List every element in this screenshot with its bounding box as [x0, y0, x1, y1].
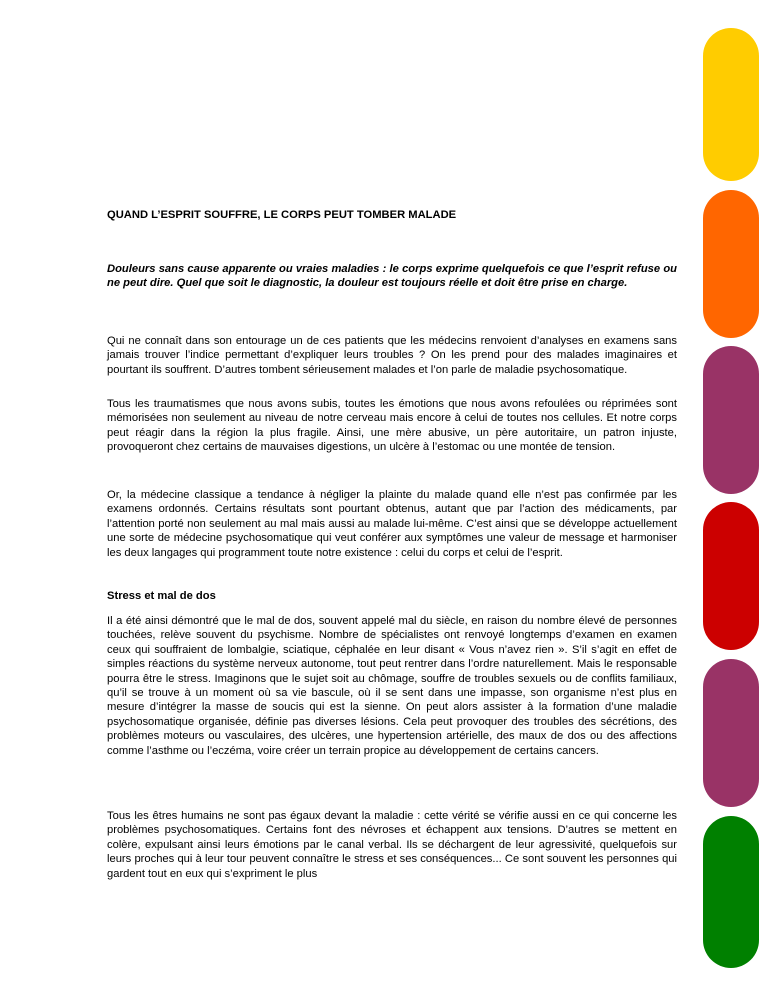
document-title: QUAND L’ESPRIT SOUFFRE, LE CORPS PEUT TOMBER MALADE — [107, 209, 457, 221]
lead-paragraph: Douleurs sans cause apparente ou vraies maladies : le corps exprime quelquefois ce que l’esprit refuse ou ne peut dire. Quel que soit le diagnostic, la douleur est toujours réelle et doit être prise en charge. — [107, 263, 677, 290]
body-paragraph-2: Tous les traumatismes que nous avons subis, toutes les émotions que nous avons refoulées ou réprimées sont mémorisées non seulement au niveau de notre cerveau mais encore à celui de toutes nos cellules. Et notre corps peut réagir dans la région la plus fragile. Ainsi, une mère abusive, un père autoritaire, un patron injuste, provoqueront chez certains de mauvaises digestions, un ulcère à l’estomac ou une montée de tension. — [107, 398, 677, 454]
body-paragraph-5: Tous les êtres humains ne sont pas égaux devant la maladie : cette vérité se vérifie aussi en ce qui concerne les problèmes psychosomatiques. Certains font des névroses et échappent aux tensions. D’autres se mettent en colère, expulsant ainsi leurs émotions par le canal verbal. Ils se déchargent de leur agressivité, quelquefois sur leurs proches qui à leur tour peuvent connaître le stress et ses conséquences... Ce sont souvent les personnes qui gardent tout en eux qui s’expriment le plus — [107, 810, 677, 880]
decorative-pill-orange — [703, 190, 759, 338]
decorative-pill-purple — [703, 346, 759, 494]
decorative-pill-red — [703, 502, 759, 650]
section-heading: Stress et mal de dos — [107, 590, 216, 602]
decorative-pill-purple-2 — [703, 659, 759, 807]
body-paragraph-4: Il a été ainsi démontré que le mal de dos, souvent appelé mal du siècle, en raison du nombre élevé de personnes touchées, relève souvent du psychisme. Nombre de spécialistes ont renvoyé longtemps d’examen en examen ceux qui souffraient de lombalgie, sciatique, céphalée en leur disant « Vous n’avez rien ». S’il s’agit en effet de simples réactions du système nerveux autonome, tout peut rentrer dans l’ordre naturellement. Mais le responsable pourra être le stress. Imaginons que le sujet soit au chômage, souffre de troubles sexuels ou de conflits familiaux, qu’il se trouve à un moment où sa vie bascule, où il se sent dans une impasse, son organisme n’est plus en mesure d’intégrer la masse de soucis qui est la sienne. On peut alors assister à la formation d’une maladie psychosomatique organisée, définie pas diverses lésions. Cela peut provoquer des troubles des sécrétions, des problèmes moteurs ou vasculaires, des ulcères, une hypertension artérielle, des maux de dos ou des affections comme l’asthme ou l’eczéma, voire créer un terrain propice au développement de certains cancers. — [107, 615, 677, 757]
body-paragraph-3: Or, la médecine classique a tendance à négliger la plainte du malade quand elle n’est pas confirmée par les examens ordonnés. Certains résultats sont pourtant obtenus, autant que par l’action des médicaments, par l’attention porté non seulement au mal mais aussi au malade lui-même. C’est ainsi que se développe actuellement une sorte de médecine psychosomatique qui veut conférer aux symptômes une valeur de message et harmoniser les deux langages qui programment toute notre existence : celui du corps et celui de l’esprit. — [107, 489, 677, 559]
body-paragraph-1: Qui ne connaît dans son entourage un de ces patients que les médecins renvoient d’analyses en examens sans jamais trouver l’indice permettant d’expliquer leurs troubles ? On les prend pour des malades imaginaires et pourtant ils souffrent. D’autres tombent sérieusement malades et l’on parle de maladie psychosomatique. — [107, 335, 677, 376]
decorative-pill-green — [703, 816, 759, 968]
decorative-pill-yellow — [703, 28, 759, 181]
